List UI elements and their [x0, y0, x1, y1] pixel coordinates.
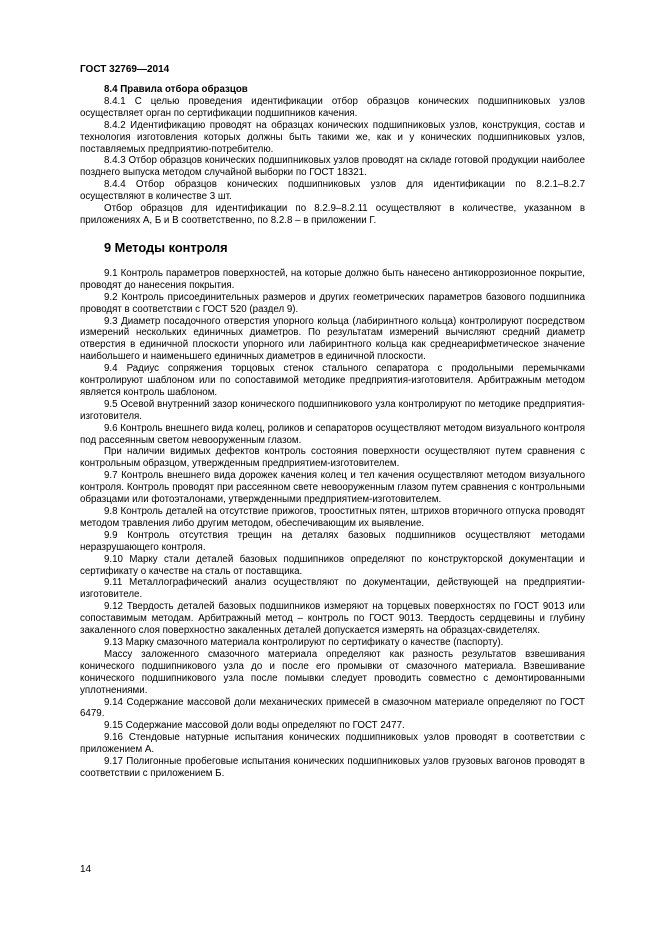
paragraph: 9.14 Содержание массовой доли механических примесей в смазочном материале определяют по ГОСТ 6479.	[80, 696, 585, 720]
paragraph: Отбор образцов для идентификации по 8.2.9–8.2.11 осуществляют в количестве, указанном в приложениях А, Б и В соответственно, по 8.2.8 – в приложении Г.	[80, 203, 585, 226]
document-header: ГОСТ 32769—2014	[80, 64, 170, 75]
section-8-4-body	[80, 96, 585, 227]
paragraph: 9.6 Контроль внешнего вида колец, роликов и сепараторов осуществляют методом визуального контроля под рассеянным светом невооруженным глазом.	[80, 422, 585, 446]
paragraph: 9.4 Радиус сопряжения торцовых стенок стального сепаратора с продольными перемычками контролируют шаблоном или по сопоставимой методике предприятия-изготовителя. Арбитражным методом является контроль шаблоном.	[80, 363, 585, 398]
paragraph: 9.16 Стендовые натурные испытания конических подшипниковых узлов проводят в соответствии с приложением А.	[80, 732, 585, 756]
paragraph: 9.7 Контроль внешнего вида дорожек качения колец и тел качения осуществляют методом визуального контроля. Контроль проводят при рассеянном свете невооруженным глазом путем сравнения с контрольными образцами или фотоэталонами, утвержденными предприятием-изготовителем.	[80, 470, 585, 506]
paragraph: 8.4.3 Отбор образцов конических подшипниковых узлов проводят на складе готовой продукции наиболее позднего выпуска методом случайной выборки по ГОСТ 18321.	[80, 155, 585, 179]
paragraph: 8.4.1 С целью проведения идентификации отбор образцов конических подшипниковых узлов осуществляет орган по сертификации подшипников качения.	[80, 95, 585, 119]
paragraph: При наличии видимых дефектов контроль состояния поверхности осуществляют путем сравнения с контрольным образцом, утвержденным предприятием-изготовителем.	[80, 446, 585, 470]
paragraph: 9.5 Осевой внутренний зазор конического подшипникового узла контролируют по методике предприятия-изготовителя.	[80, 398, 585, 422]
section-9-heading: 9 Методы контроля	[104, 239, 228, 255]
paragraph: Массу заложенного смазочного материала определяют как разность результатов взвешивания конического подшипникового узла до и после его промывки от смазочного материала. Взвешивание конического подшипникового узла после помывки следует проводить совместно с демонтированными уплотнениями.	[80, 648, 585, 696]
paragraph: 9.8 Контроль деталей на отсутствие прижогов, трооститных пятен, штрихов вторичного отпуска проводят методом травления либо другим методом, обеспечивающим их выявление.	[80, 506, 585, 529]
paragraph: 9.15 Содержание массовой доли воды определяют по ГОСТ 2477.	[104, 720, 405, 732]
paragraph: 9.9 Контроль отсутствия трещин на деталях базовых подшипников осуществляют методами неразрушающего контроля.	[80, 529, 585, 553]
paragraph: 8.4.4 Отбор образцов конических подшипниковых узлов для идентификации по 8.2.1–8.2.7 осуществляют в количестве 3 шт.	[80, 179, 585, 203]
paragraph: 9.3 Диаметр посадочного отверстия упорного кольца (лабиринтного кольца) контролируют посредством измерений нескольких единичных диаметров. По результатам измерений вычисляют средний диаметр отверстия в единичной плоскости упорного или лабиринтного кольца как среднеарифметическое значение наибольшего и наименьшего единичных диаметров в единичной плоскости.	[80, 315, 585, 363]
paragraph: 9.10 Марку стали деталей базовых подшипников определяют по конструкторской документации и сертификату о качестве на сталь от поставщика.	[80, 553, 585, 577]
paragraph: 9.17 Полигонные пробеговые испытания конических подшипниковых узлов грузовых вагонов проводят в соответствии с приложением Б.	[80, 756, 585, 779]
paragraph: 9.12 Твердость деталей базовых подшипников измеряют на торцевых поверхностях по ГОСТ 9013 или сопоставимым методам. Арбитражный метод – контроль по ГОСТ 9013. Твердость сердцевины и глубину закаленного слоя поверхностно закаленных деталей допускается измерять на образцах-свидетелях.	[80, 601, 585, 637]
paragraph: 9.1 Контроль параметров поверхностей, на которые должно быть нанесено антикоррозионное покрытие, проводят до нанесения покрытия.	[80, 267, 585, 291]
section-9-body	[80, 268, 585, 780]
paragraph: 9.2 Контроль присоединительных размеров и других геометрических параметров базового подшипника проводят в соответствии с ГОСТ 520 (раздел 9).	[80, 291, 585, 315]
page-number: 14	[80, 864, 92, 875]
paragraph: 9.11 Металлографический анализ осуществляют по документации, действующей на предприятии-изготовителе.	[80, 577, 585, 601]
paragraph: 9.13 Марку смазочного материала контролируют по сертификату о качестве (паспорту).	[104, 636, 504, 648]
section-8-4-heading: 8.4 Правила отбора образцов	[104, 84, 248, 95]
document-body	[80, 84, 585, 780]
paragraph: 8.4.2 Идентификацию проводят на образцах конических подшипниковых узлов, конструкция, состав и технология изготовления которых должны быть такими же, как и у конических подшипниковых узлов, поставляемых предприятию-потребителю.	[80, 119, 585, 155]
